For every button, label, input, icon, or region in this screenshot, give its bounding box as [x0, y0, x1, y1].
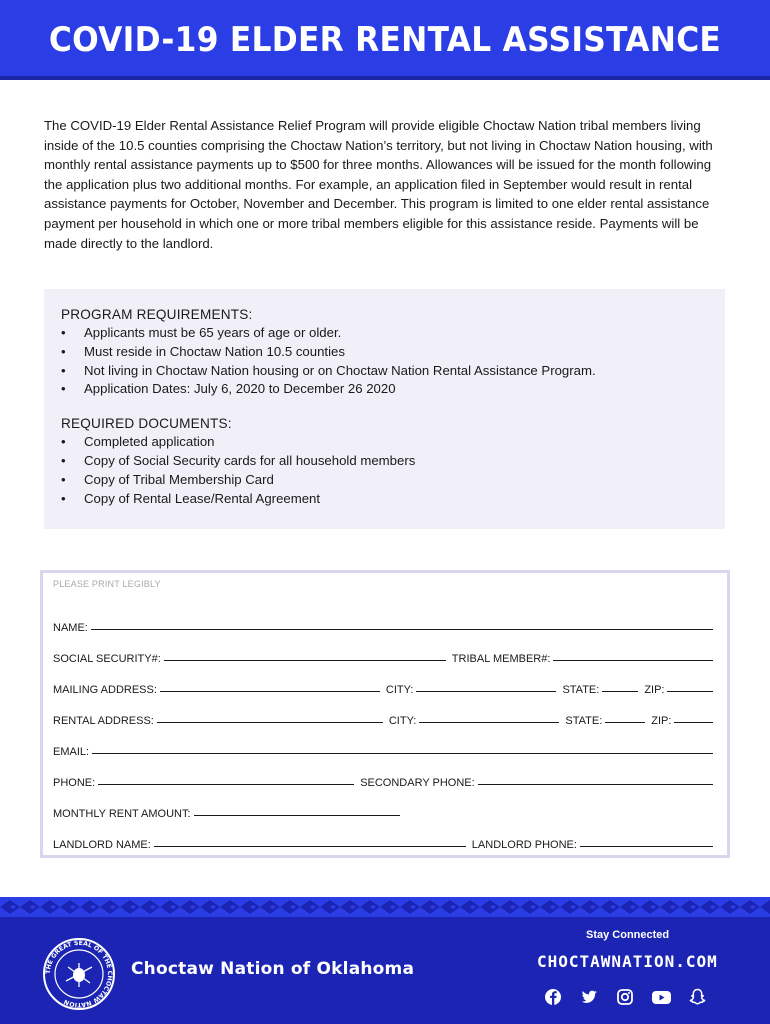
- footer-diamond-pattern: [0, 897, 770, 917]
- program-requirements-list: [61, 324, 725, 399]
- list-item: • Applicants must be 65 years of age or older.: [61, 324, 725, 343]
- svg-text:THE GREAT SEAL OF THE CHOCTAW: THE GREAT SEAL OF THE CHOCTAW NATION: [44, 939, 114, 1009]
- snapchat-icon[interactable]: [687, 988, 708, 1006]
- list-item: • Completed application: [61, 433, 725, 452]
- mailing-state-label: STATE:: [562, 684, 600, 696]
- phone-label: PHONE:: [53, 777, 96, 789]
- mailing-zip-label: ZIP:: [644, 684, 665, 696]
- landlord-name-field[interactable]: [154, 837, 466, 847]
- secondary-phone-label: SECONDARY PHONE:: [360, 777, 475, 789]
- website-link[interactable]: CHOCTAWNATION.COM: [537, 952, 718, 971]
- landlord-row: [53, 820, 717, 851]
- rental-address-field[interactable]: [157, 713, 383, 723]
- email-label: EMAIL:: [53, 746, 90, 758]
- application-form: [40, 570, 730, 858]
- mailing-city-field[interactable]: [416, 682, 556, 692]
- mailing-address-label: MAILING ADDRESS:: [53, 684, 157, 696]
- phone-row: [53, 758, 717, 789]
- tribal-member-label: TRIBAL MEMBER#:: [451, 653, 551, 665]
- program-requirements-heading: PROGRAM REQUIREMENTS:: [61, 307, 253, 322]
- instagram-icon[interactable]: [615, 988, 636, 1006]
- email-row: [53, 727, 717, 758]
- list-item: • Application Dates: July 6, 2020 to December 26 2020: [61, 380, 725, 399]
- mailing-zip-field[interactable]: [667, 682, 713, 692]
- rental-city-field[interactable]: [419, 713, 559, 723]
- name-label: NAME:: [53, 622, 88, 634]
- landlord-phone-label: LANDLORD PHONE:: [471, 839, 577, 851]
- rental-zip-field[interactable]: [674, 713, 713, 723]
- monthly-rent-label: MONTHLY RENT AMOUNT:: [53, 808, 191, 820]
- monthly-rent-field[interactable]: [194, 806, 400, 816]
- organization-name: Choctaw Nation of Oklahoma: [131, 959, 415, 979]
- requirements-panel: [44, 289, 725, 529]
- required-documents-heading: REQUIRED DOCUMENTS:: [61, 416, 232, 432]
- rental-city-label: CITY:: [388, 715, 417, 727]
- mailing-city-label: CITY:: [385, 684, 414, 696]
- intro-paragraph: The COVID-19 Elder Rental Assistance Relief Program will provide eligible Choctaw Nation tribal members living inside of the 10.5 counties comprising the Choctaw Nation’s territory, but not living in Choctaw Nation housing, with monthly rental assistance payments up to $500 for three months. Allowances will be issued for the month following the application plus two additional months. For example, an application filed in September would result in rental assistance payments for October, November and December. This program is limited to one elder rental assistance payment per household in which one or more tribal members eligible for this assistance reside. Payments will be made directly to the landlord.: [44, 118, 713, 251]
- landlord-phone-field[interactable]: [580, 837, 713, 847]
- twitter-icon[interactable]: [579, 988, 600, 1006]
- print-legibly-hint: PLEASE PRINT LEGIBLY: [53, 579, 161, 589]
- facebook-icon[interactable]: [543, 988, 564, 1006]
- list-item: • Not living in Choctaw Nation housing or on Choctaw Nation Rental Assistance Program.: [61, 362, 725, 381]
- rental-state-label: STATE:: [565, 715, 603, 727]
- list-item: • Copy of Tribal Membership Card: [61, 471, 725, 490]
- rental-state-field[interactable]: [605, 713, 645, 723]
- phone-field[interactable]: [98, 775, 354, 785]
- secondary-phone-field[interactable]: [478, 775, 713, 785]
- page-title: COVID-19 ELDER RENTAL ASSISTANCE: [48, 20, 722, 60]
- landlord-name-label: LANDLORD NAME:: [53, 839, 151, 851]
- stay-connected-label: Stay Connected: [586, 929, 670, 941]
- mailing-address-field[interactable]: [160, 682, 380, 692]
- email-field[interactable]: [92, 744, 713, 754]
- youtube-icon[interactable]: [651, 988, 672, 1006]
- ssn-label: SOCIAL SECURITY#:: [53, 653, 161, 665]
- ssn-row: [53, 634, 717, 665]
- ssn-field[interactable]: [164, 651, 446, 661]
- name-row: [53, 603, 717, 634]
- great-seal-logo: [42, 937, 116, 1011]
- mailing-address-row: [53, 665, 717, 696]
- page-header: [0, 0, 770, 80]
- tribal-member-field[interactable]: [553, 651, 713, 661]
- social-icons: [543, 988, 708, 1006]
- rental-zip-label: ZIP:: [651, 715, 672, 727]
- monthly-rent-row: [53, 789, 717, 820]
- required-documents-list: [61, 433, 725, 508]
- rental-address-label: RENTAL ADDRESS:: [53, 715, 154, 727]
- list-item: • Must reside in Choctaw Nation 10.5 counties: [61, 343, 725, 362]
- name-field[interactable]: [91, 620, 713, 630]
- list-item: • Copy of Social Security cards for all household members: [61, 452, 725, 471]
- list-item: • Copy of Rental Lease/Rental Agreement: [61, 490, 725, 509]
- rental-address-row: [53, 696, 717, 727]
- mailing-state-field[interactable]: [602, 682, 638, 692]
